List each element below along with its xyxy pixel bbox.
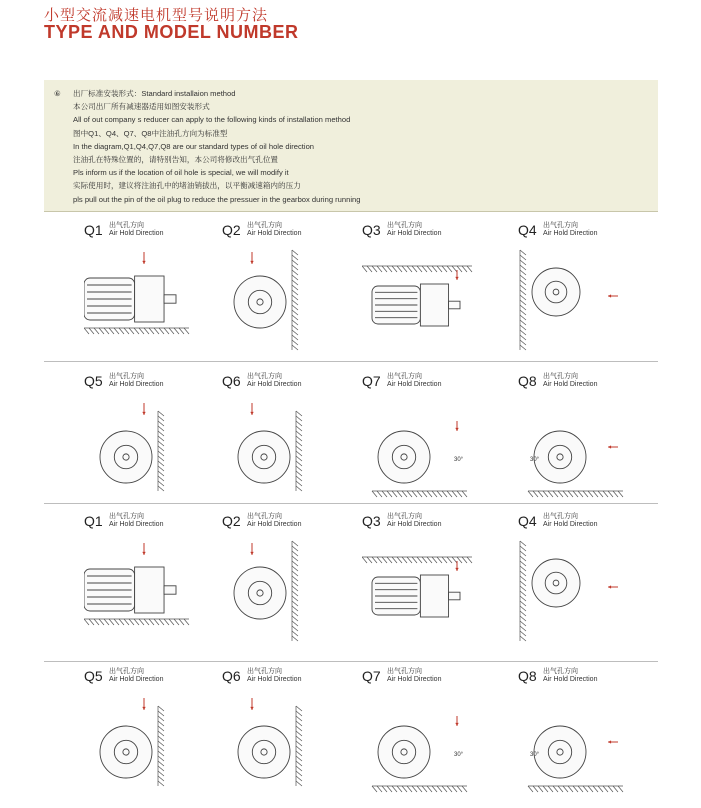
- air-hole-caption-cn: 出气孔方向: [543, 222, 578, 229]
- air-hole-caption-cn: 出气孔方向: [543, 373, 578, 380]
- air-hole-caption: [543, 222, 597, 238]
- air-hole-caption: [387, 668, 441, 684]
- air-hole-caption-cn: 出气孔方向: [387, 222, 422, 229]
- mount-position-label: Q3: [362, 222, 381, 238]
- motor-installation-drawing: [222, 531, 337, 649]
- air-hole-caption-cn: 出气孔方向: [109, 373, 144, 380]
- diagram-q8: [518, 373, 668, 513]
- note-line: pls pull out the pin of the oil plug to reduce the pressuer in the gearbox during running: [73, 194, 361, 204]
- diagram-q2: [222, 222, 372, 362]
- motor-installation-drawing: [222, 240, 337, 358]
- air-hole-caption-en: Air Hold Direction: [387, 230, 442, 237]
- mount-position-label: Q5: [84, 668, 103, 684]
- note-line: 注油孔在特殊位置的，请特别告知，本公司将修改出气孔位置: [73, 155, 279, 165]
- note-line: 出厂标准安装形式：Standard installaion method: [73, 89, 236, 98]
- diagram-q3: [362, 513, 512, 653]
- motor-installation-drawing: [518, 531, 633, 649]
- note-line: Pls inform us if the location of oil hole is special, we will modify it: [73, 168, 289, 178]
- air-hole-caption-en: Air Hold Direction: [387, 676, 442, 683]
- mount-position-label: Q2: [222, 222, 241, 238]
- air-hole-caption: [387, 222, 441, 238]
- diagram-q7: [362, 373, 512, 513]
- mount-position-label: Q3: [362, 513, 381, 529]
- air-hole-caption: [247, 668, 301, 684]
- note-line: 本公司出厂所有减速器适用如图安装形式: [73, 102, 210, 112]
- air-hole-caption-en: Air Hold Direction: [543, 521, 598, 528]
- motor-installation-drawing: [84, 686, 199, 804]
- diagram-q8: [518, 668, 668, 808]
- diagram-q5: [84, 668, 234, 808]
- motor-installation-drawing: [362, 240, 477, 358]
- air-hole-caption-cn: 出气孔方向: [109, 513, 144, 520]
- title-english: TYPE AND MODEL NUMBER: [44, 22, 299, 42]
- diagram-q4: [518, 513, 668, 653]
- mount-position-label: Q6: [222, 668, 241, 684]
- air-hole-caption: [109, 373, 163, 389]
- note-line: In the diagram,Q1,Q4,Q7,Q8 are our standard types of oil hole direction: [73, 141, 315, 151]
- mount-position-label: Q4: [518, 513, 537, 529]
- diagram-q2: [222, 513, 372, 653]
- air-hole-caption-cn: 出气孔方向: [247, 668, 282, 675]
- angle-label: 30°: [454, 752, 464, 758]
- air-hole-caption-cn: 出气孔方向: [543, 513, 578, 520]
- angle-label: 30°: [530, 457, 540, 463]
- note-number: ⑥: [54, 89, 61, 98]
- air-hole-caption-en: Air Hold Direction: [543, 230, 598, 237]
- motor-installation-drawing: [518, 391, 633, 509]
- motor-installation-drawing: [362, 686, 477, 804]
- air-hole-caption-en: Air Hold Direction: [247, 676, 302, 683]
- air-hole-caption: [247, 222, 301, 238]
- air-hole-caption: [387, 373, 441, 389]
- air-hole-caption-en: Air Hold Direction: [543, 381, 598, 388]
- mount-position-label: Q2: [222, 513, 241, 529]
- air-hole-caption-cn: 出气孔方向: [387, 373, 422, 380]
- mount-position-label: Q1: [84, 513, 103, 529]
- note-line: All of out company s reducer can apply to the following kinds of installation method: [73, 115, 351, 125]
- motor-installation-drawing: [222, 391, 337, 509]
- air-hole-caption-cn: 出气孔方向: [387, 513, 422, 520]
- air-hole-caption-en: Air Hold Direction: [387, 521, 442, 528]
- motor-installation-drawing: [362, 531, 477, 649]
- air-hole-caption-en: Air Hold Direction: [247, 230, 302, 237]
- air-hole-caption: [247, 373, 301, 389]
- air-hole-caption: [543, 668, 597, 684]
- air-hole-caption-en: Air Hold Direction: [387, 381, 442, 388]
- note-line: 图中Q1、Q4、Q7、Q8中注油孔方向为标准型: [73, 128, 228, 138]
- diagram-q6: [222, 373, 372, 513]
- mount-position-label: Q4: [518, 222, 537, 238]
- mount-position-label: Q7: [362, 668, 381, 684]
- diagram-q3: [362, 222, 512, 362]
- motor-installation-drawing: [84, 391, 199, 509]
- air-hole-caption: [543, 513, 597, 529]
- diagram-q1: [84, 222, 234, 362]
- air-hole-caption: [109, 513, 163, 529]
- diagram-q5: [84, 373, 234, 513]
- air-hole-caption: [109, 222, 163, 238]
- air-hole-caption-en: Air Hold Direction: [109, 676, 164, 683]
- diagram-q1: [84, 513, 234, 653]
- air-hole-caption-cn: 出气孔方向: [247, 373, 282, 380]
- motor-installation-drawing: [362, 391, 477, 509]
- air-hole-caption: [387, 513, 441, 529]
- angle-label: 30°: [530, 752, 540, 758]
- air-hole-caption: [247, 513, 301, 529]
- air-hole-caption-en: Air Hold Direction: [543, 676, 598, 683]
- air-hole-caption-en: Air Hold Direction: [109, 521, 164, 528]
- air-hole-caption-en: Air Hold Direction: [109, 381, 164, 388]
- air-hole-caption-cn: 出气孔方向: [109, 222, 144, 229]
- mount-position-label: Q8: [518, 668, 537, 684]
- air-hole-caption-cn: 出气孔方向: [247, 513, 282, 520]
- title-chinese: 小型交流减速电机型号说明方法: [44, 7, 269, 24]
- mount-position-label: Q8: [518, 373, 537, 389]
- diagram-q7: [362, 668, 512, 808]
- diagram-q6: [222, 668, 372, 808]
- air-hole-caption-cn: 出气孔方向: [247, 222, 282, 229]
- mount-position-label: Q1: [84, 222, 103, 238]
- air-hole-caption-cn: 出气孔方向: [543, 668, 578, 675]
- mount-position-label: Q6: [222, 373, 241, 389]
- motor-installation-drawing: [84, 240, 199, 358]
- air-hole-caption-en: Air Hold Direction: [247, 381, 302, 388]
- motor-installation-drawing: [222, 686, 337, 804]
- air-hole-caption: [543, 373, 597, 389]
- installation-note: [44, 80, 658, 212]
- air-hole-caption-en: Air Hold Direction: [247, 521, 302, 528]
- diagram-q4: [518, 222, 668, 362]
- air-hole-caption-cn: 出气孔方向: [387, 668, 422, 675]
- section-divider: [44, 661, 658, 662]
- angle-label: 30°: [454, 457, 464, 463]
- mount-position-label: Q5: [84, 373, 103, 389]
- mount-position-label: Q7: [362, 373, 381, 389]
- motor-installation-drawing: [84, 531, 199, 649]
- note-line: 实际使用时，建议将注油孔中的堵油销拔出，以平衡减速箱内的压力: [73, 181, 301, 191]
- motor-installation-drawing: [518, 686, 633, 804]
- motor-installation-drawing: [518, 240, 633, 358]
- air-hole-caption: [109, 668, 163, 684]
- air-hole-caption-cn: 出气孔方向: [109, 668, 144, 675]
- air-hole-caption-en: Air Hold Direction: [109, 230, 164, 237]
